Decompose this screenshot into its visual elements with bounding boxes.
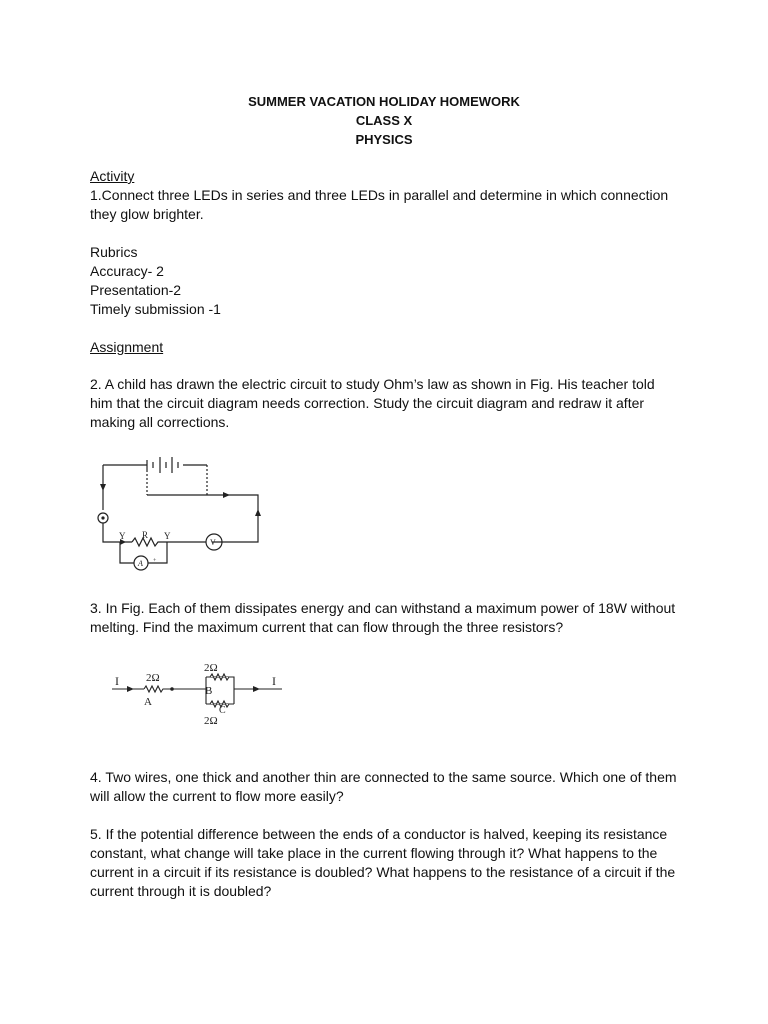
fig2-label-i-right: I <box>272 674 276 688</box>
fig1-label-a: A <box>138 559 143 568</box>
fig1-label-v: V <box>210 538 216 547</box>
rubric-item: Accuracy- 2 <box>90 263 164 279</box>
assignment-heading: Assignment <box>90 339 164 355</box>
fig1-label-y1: Y <box>119 531 126 541</box>
question-3: 3. In Fig. Each of them dissipates energy and can withstand a maximum power of 18W without melting. Find the maximum current that can flow through the three resistors? <box>90 600 676 635</box>
fig1-label-y2: Y <box>164 531 171 541</box>
question-2: 2. A child has drawn the electric circuit to study Ohm’s law as shown in Fig. His teacher told him that the circuit diagram needs correction. Study the circuit diagram and redraw it after making all corrections. <box>90 376 655 430</box>
fig1-label-r: R <box>142 530 149 540</box>
rubric-item: Presentation-2 <box>90 282 182 298</box>
fig2-label-c: C <box>219 705 226 716</box>
activity-heading: Activity <box>90 168 135 184</box>
subject-label: PHYSICS <box>355 132 413 147</box>
fig2-label-ra: 2Ω <box>146 672 160 684</box>
rubric-item: Timely submission -1 <box>90 301 221 317</box>
fig2-label-rb: 2Ω <box>204 662 218 674</box>
fig1-label-plus: + <box>153 558 157 564</box>
activity-question: 1.Connect three LEDs in series and three LEDs in parallel and determine in which connection they glow brighter. <box>90 187 669 222</box>
ohms-law-circuit-diagram <box>90 452 270 577</box>
fig2-label-rc: 2Ω <box>204 715 218 727</box>
fig2-label-i-left: I <box>115 674 119 688</box>
page-title: SUMMER VACATION HOLIDAY HOMEWORK <box>248 94 520 109</box>
question-5: 5. If the potential difference between the ends of a conductor is halved, keeping its resistance constant, what change will take place in the current flowing through it? What happens to the current in a circuit if its resistance is doubled? What happens to the resistance of a circuit if the current through it is doubled? <box>90 826 676 899</box>
rubrics-title: Rubrics <box>90 244 138 260</box>
fig2-label-a: A <box>144 696 152 708</box>
question-4: 4. Two wires, one thick and another thin are connected to the same source. Which one of them will allow the current to flow more easily? <box>90 769 677 804</box>
three-resistors-diagram <box>110 655 300 735</box>
fig2-label-b: B <box>205 685 213 697</box>
class-label: CLASS X <box>355 113 413 128</box>
